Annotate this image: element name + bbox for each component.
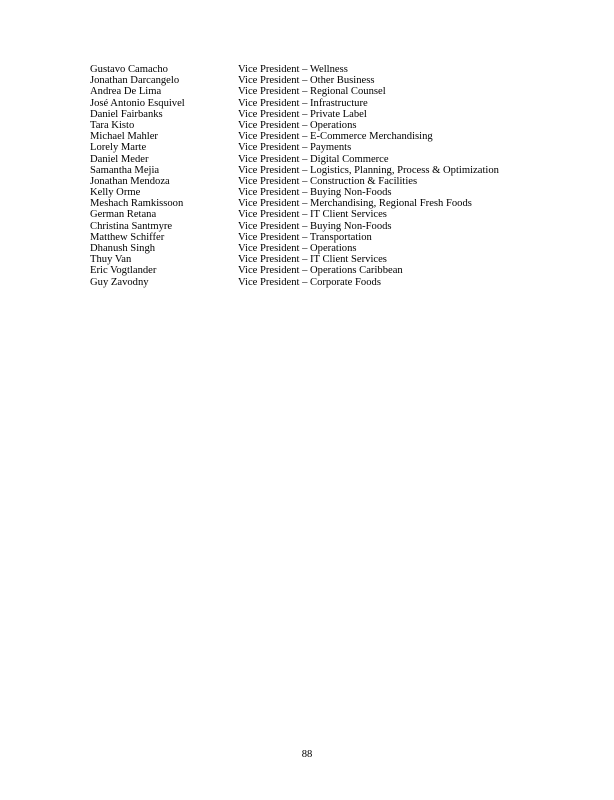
officer-row	[90, 131, 590, 142]
officer-title: Vice President – IT Client Services	[238, 254, 387, 266]
officer-row	[90, 221, 590, 232]
officer-name: Daniel Fairbanks	[90, 108, 163, 120]
officer-name: Tara Kisto	[90, 119, 135, 131]
officer-name: Gustavo Camacho	[90, 64, 168, 75]
officer-title: Vice President – Operations	[238, 119, 357, 131]
officer-title: Vice President – Digital Commerce	[238, 153, 389, 165]
officer-name: Andrea De Lima	[90, 86, 162, 98]
officer-row	[90, 142, 590, 153]
officer-name: Kelly Orme	[90, 187, 141, 199]
officer-name: Daniel Meder	[90, 153, 149, 165]
officer-name: Thuy Van	[90, 254, 132, 266]
officer-row	[90, 75, 590, 86]
officer-title: Vice President – Infrastructure	[238, 97, 368, 109]
officer-row	[90, 209, 590, 220]
officer-name: Christina Santmyre	[90, 220, 173, 232]
page-number: 88	[301, 749, 313, 760]
officer-title: Vice President – Logistics, Planning, Process & Optimization	[238, 164, 499, 176]
officer-title: Vice President – Wellness	[238, 64, 348, 75]
officer-title: Vice President – Buying Non-Foods	[238, 187, 392, 199]
officer-title: Vice President – Merchandising, Regional Fresh Foods	[238, 198, 472, 210]
officer-title: Vice President – Construction & Facilities	[238, 175, 418, 187]
officer-title: Vice President – IT Client Services	[238, 209, 387, 221]
officer-name: Dhanush Singh	[90, 243, 156, 254]
officer-title: Vice President – Private Label	[238, 108, 367, 120]
officer-name: José Antonio Esquivel	[90, 97, 185, 109]
officer-row	[90, 86, 590, 97]
officer-name: German Retana	[90, 209, 157, 221]
officer-title: Vice President – Operations Caribbean	[238, 265, 403, 277]
officer-row	[90, 154, 590, 165]
officer-title: Vice President – Payments	[238, 142, 352, 154]
officer-name: Jonathan Mendoza	[90, 175, 170, 187]
officer-row	[90, 64, 590, 75]
officer-name: Samantha Mejia	[90, 164, 160, 176]
officer-row	[90, 120, 590, 131]
officer-row	[90, 198, 590, 209]
officer-name: Lorely Marte	[90, 142, 147, 154]
officer-row	[90, 176, 590, 187]
officer-row	[90, 187, 590, 198]
officer-title: Vice President – Other Business	[238, 75, 375, 87]
officer-row	[90, 109, 590, 120]
officer-row	[90, 265, 590, 276]
officer-title: Vice President – Buying Non-Foods	[238, 220, 392, 232]
officer-row	[90, 232, 590, 243]
officer-row	[90, 243, 590, 254]
officer-name: Guy Zavodny	[90, 276, 149, 288]
officer-name: Eric Vogtlander	[90, 265, 157, 277]
officer-title: Vice President – E-Commerce Merchandising	[238, 131, 433, 143]
officer-name: Meshach Ramkissoon	[90, 198, 184, 210]
officer-title: Vice President – Regional Counsel	[238, 86, 386, 98]
officer-row	[90, 277, 590, 288]
officer-title: Vice President – Transportation	[238, 231, 372, 243]
officer-row	[90, 254, 590, 265]
officer-name: Matthew Schiffer	[90, 231, 165, 243]
officer-row	[90, 98, 590, 109]
officer-list	[90, 64, 590, 288]
officer-row	[90, 165, 590, 176]
officer-name: Michael Mahler	[90, 131, 158, 143]
officer-title: Vice President – Operations	[238, 243, 357, 254]
officer-name: Jonathan Darcangelo	[90, 75, 180, 87]
officer-title: Vice President – Corporate Foods	[238, 276, 381, 288]
